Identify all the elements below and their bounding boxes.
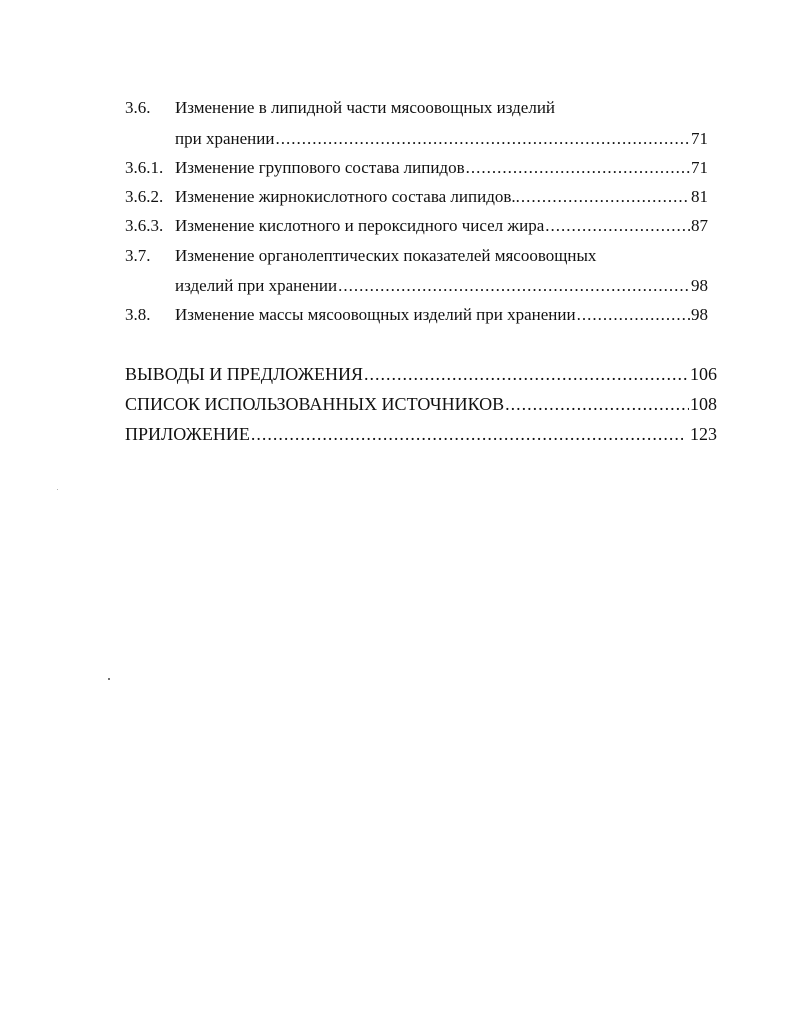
- toc-leader-dots: [521, 186, 690, 208]
- toc-title: Изменение жирнокислотного состава липидов..: [175, 187, 520, 206]
- toc-page-number: 98: [691, 305, 708, 324]
- toc-page-number: 98: [691, 276, 708, 295]
- toc-title-line2: при хранении: [175, 129, 275, 148]
- scan-speck: [108, 678, 110, 680]
- scan-speck: [57, 489, 58, 490]
- toc-title: ПРИЛОЖЕНИЕ: [125, 424, 250, 444]
- toc-title-line1: Изменение органолептических показателей мясоовощных: [175, 246, 597, 265]
- toc-leader-dots: [466, 157, 690, 179]
- toc-leader-dots: [275, 128, 690, 150]
- toc-number: 3.6.2.: [125, 187, 164, 206]
- toc-leader-dots: [364, 363, 689, 385]
- toc-number: 3.6.1.: [125, 158, 164, 177]
- toc-leader-dots: [577, 304, 690, 326]
- toc-number: 3.6.3.: [125, 216, 164, 235]
- toc-leader-dots: [338, 275, 690, 297]
- toc-title: Изменение кислотного и пероксидного чисел жира: [175, 216, 545, 235]
- toc-title-line1: Изменение в липидной части мясоовощных изделий: [175, 98, 556, 117]
- toc-title: СПИСОК ИСПОЛЬЗОВАННЫХ ИСТОЧНИКОВ: [125, 394, 505, 414]
- toc-page-number: 108: [690, 394, 717, 414]
- toc-title: ВЫВОДЫ И ПРЕДЛОЖЕНИЯ: [125, 364, 363, 384]
- toc-number: 3.6.: [125, 98, 151, 117]
- toc-title: Изменение массы мясоовощных изделий при хранении: [175, 305, 576, 324]
- toc-leader-dots: [545, 215, 690, 237]
- toc-page-number: 71: [691, 129, 708, 148]
- toc-number: 3.7.: [125, 246, 151, 265]
- toc-leader-dots: [505, 393, 689, 415]
- toc-page-number: 106: [690, 364, 717, 384]
- toc-page-number: 81: [691, 187, 708, 206]
- toc-title: Изменение группового состава липидов: [175, 158, 465, 177]
- toc-page-number: 87: [691, 216, 708, 235]
- toc-leader-dots: [251, 423, 683, 445]
- toc-number: 3.8.: [125, 305, 151, 324]
- toc-page-number: 123: [690, 424, 717, 444]
- toc-title-line2: изделий при хранении: [175, 276, 338, 295]
- toc-page-number: 71: [691, 158, 708, 177]
